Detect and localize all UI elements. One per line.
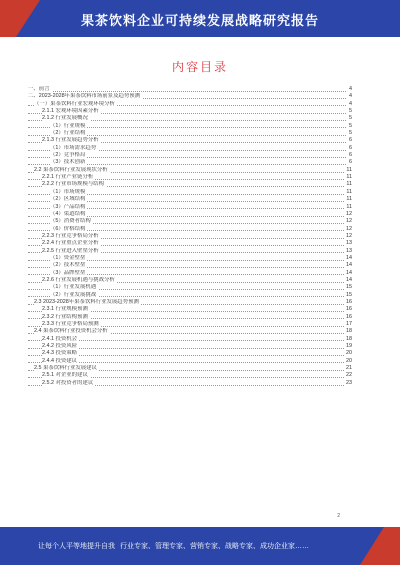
header-title: 果茶饮料企业可持续发展战略研究报告 <box>80 13 319 28</box>
toc-entry-title: （2）区域结构 <box>50 196 86 203</box>
toc-entry-title: （6）价格结构 <box>50 225 86 232</box>
toc-entry[interactable] <box>28 255 352 262</box>
toc-entry-title: （3）产品结构 <box>50 203 86 210</box>
toc-entry[interactable] <box>28 211 352 218</box>
toc-entry-page: 4 <box>349 100 352 107</box>
toc-entry-title: 2.3 2023-2028年果茶饮料行业发展趋势预测 <box>34 298 139 305</box>
toc-entry[interactable] <box>28 181 352 188</box>
toc-entry[interactable] <box>28 196 352 203</box>
toc-entry[interactable] <box>28 159 352 166</box>
toc-entry-title: （1）行业规模 <box>50 122 86 129</box>
toc-entry-page: 13 <box>346 247 352 254</box>
toc-entry-title: （1）市场需求趋势 <box>50 144 97 151</box>
toc-entry-title: （2）竞争格局 <box>50 152 86 159</box>
toc-entry-page: 22 <box>346 372 352 379</box>
toc-entry-page: 12 <box>346 210 352 217</box>
toc-entry-page: 11 <box>346 174 352 181</box>
toc-entry[interactable] <box>28 189 352 196</box>
footer-bar <box>0 527 400 565</box>
toc-entry-page: 11 <box>346 196 352 203</box>
header-bar <box>0 0 400 37</box>
page-number: 2 <box>337 513 340 519</box>
toc-entry[interactable] <box>28 299 352 306</box>
footer-tagline: 行业专家、管理专家、营销专家、战略专家、成功企业家…… <box>120 543 309 550</box>
toc-entry-title: （1）资金壁垒 <box>50 254 86 261</box>
toc-entry-page: 11 <box>346 188 352 195</box>
toc-entry-title: 2.5.2 对投资者的建议 <box>42 379 94 386</box>
toc-entry-title: 2.4.2 投资风险 <box>42 343 78 350</box>
toc-entry[interactable] <box>28 86 352 93</box>
toc-entry-page: 18 <box>346 335 352 342</box>
toc-entry[interactable] <box>28 306 352 313</box>
toc-entry-title: 二、2023-2028年果茶饮料市场前景及趋势预测 <box>28 93 141 100</box>
toc-entry[interactable] <box>28 93 352 100</box>
toc-entry[interactable] <box>28 284 352 291</box>
toc-entry-page: 4 <box>349 93 352 100</box>
toc-entry[interactable] <box>28 218 352 225</box>
toc-entry[interactable] <box>28 365 352 372</box>
toc-entry-title: 2.5.1 对企业的建议 <box>42 372 88 379</box>
toc-entry-page: 16 <box>346 298 352 305</box>
toc-entry-page: 14 <box>346 276 352 283</box>
toc-entry[interactable] <box>28 350 352 357</box>
toc-entry-title: （3）品牌壁垒 <box>50 269 86 276</box>
toc-entry[interactable] <box>28 130 352 137</box>
toc-entry-page: 15 <box>346 291 352 298</box>
toc-entry[interactable] <box>28 137 352 144</box>
toc-entry-title: （3）技术创新 <box>50 159 86 166</box>
page-title: 内容目录 <box>171 60 228 74</box>
toc-entry-page: 20 <box>346 350 352 357</box>
table-of-contents <box>28 86 352 387</box>
toc-entry-title: 2.2 果茶饮料行业发展现状分析 <box>34 166 108 173</box>
toc-entry-page: 14 <box>346 269 352 276</box>
toc-entry-page: 6 <box>349 159 352 166</box>
toc-entry-page: 14 <box>346 254 352 261</box>
toc-entry-title: 2.1.1 宏观环境因素分析 <box>42 108 99 115</box>
toc-entry-title: （5）消费者结构 <box>50 218 91 225</box>
toc-entry-page: 15 <box>346 284 352 291</box>
toc-entry[interactable] <box>28 262 352 269</box>
toc-entry-page: 18 <box>346 328 352 335</box>
toc-entry-page: 6 <box>349 137 352 144</box>
toc-entry-title: 2.2.3 行业竞争格局分析 <box>42 232 99 239</box>
toc-entry-page: 14 <box>346 262 352 269</box>
toc-entry[interactable] <box>28 233 352 240</box>
toc-entry-page: 11 <box>346 181 352 188</box>
toc-entry-title: 2.4.4 投资建议 <box>42 357 78 364</box>
toc-entry-title: 2.5 果茶饮料行业发展建议 <box>34 365 97 372</box>
toc-entry-title: （1）市场规模 <box>50 188 86 195</box>
toc-entry-page: 4 <box>349 86 352 92</box>
toc-entry[interactable] <box>28 314 352 321</box>
toc-entry[interactable] <box>28 145 352 152</box>
toc-entry-page: 21 <box>346 365 352 372</box>
toc-entry-page: 19 <box>346 343 352 350</box>
toc-entry[interactable] <box>28 292 352 299</box>
toc-entry-page: 11 <box>346 166 352 173</box>
toc-entry-title: 2.3.2 行业结构预测 <box>42 313 88 320</box>
toc-entry[interactable] <box>28 240 352 247</box>
toc-entry-title: 2.1.3 行业发展趋势分析 <box>42 137 99 144</box>
toc-entry[interactable] <box>28 226 352 233</box>
toc-entry[interactable] <box>28 115 352 122</box>
toc-entry-page: 12 <box>346 218 352 225</box>
toc-entry-title: （4）渠道结构 <box>50 210 86 217</box>
toc-entry-page: 16 <box>346 313 352 320</box>
toc-entry[interactable] <box>28 167 352 174</box>
toc-entry[interactable] <box>28 380 352 387</box>
toc-entry[interactable] <box>28 204 352 211</box>
toc-entry-page: 17 <box>346 321 352 327</box>
toc-entry-page: 13 <box>346 240 352 247</box>
toc-entry[interactable] <box>28 270 352 277</box>
toc-entry-title: 一、前言 <box>28 86 50 92</box>
toc-entry-title: （1）行业发展机遇 <box>50 284 97 291</box>
toc-entry-page: 20 <box>346 357 352 364</box>
toc-entry-page: 23 <box>346 379 352 386</box>
toc-entry[interactable] <box>28 108 352 115</box>
toc-entry[interactable] <box>28 101 352 108</box>
toc-entry[interactable] <box>28 123 352 130</box>
toc-entry[interactable] <box>28 358 352 365</box>
toc-entry[interactable] <box>28 343 352 350</box>
toc-entry[interactable] <box>28 174 352 181</box>
toc-entry-title: （一）果茶饮料行业宏观环境分析 <box>34 100 115 107</box>
toc-entry[interactable] <box>28 248 352 255</box>
toc-entry[interactable] <box>28 328 352 335</box>
toc-entry-page: 16 <box>346 306 352 313</box>
toc-entry-title: 2.3.1 行业规模预测 <box>42 306 88 313</box>
toc-entry-title: （2）行业结构 <box>50 130 86 137</box>
toc-entry-title: （2）行业发展挑战 <box>50 291 97 298</box>
toc-entry-page: 5 <box>349 130 352 137</box>
toc-entry-title: 2.4.3 投资策略 <box>42 350 78 357</box>
toc-leader-dots <box>28 91 352 92</box>
toc-entry-page: 5 <box>349 122 352 129</box>
toc-entry[interactable] <box>28 372 352 379</box>
toc-entry-title: 2.2.4 行业重点企业分析 <box>42 240 99 247</box>
toc-entry[interactable] <box>28 152 352 159</box>
toc-entry-title: 2.2.2 行业市场规模与结构 <box>42 181 105 188</box>
toc-entry-title: 2.1.2 行业发展概况 <box>42 115 88 122</box>
toc-entry-title: 2.2.6 行业发展机遇与挑战分析 <box>42 276 115 283</box>
toc-entry-title: 2.3.3 行业竞争格局预测 <box>42 321 99 327</box>
toc-entry-title: 2.4.1 投资机会 <box>42 335 78 342</box>
toc-entry-title: 2.2.5 行业进入壁垒分析 <box>42 247 99 254</box>
footer-accent <box>360 527 400 565</box>
toc-entry-title: （2）技术壁垒 <box>50 262 86 269</box>
toc-entry-title: 2.4 果茶饮料行业投资机会分析 <box>34 328 108 335</box>
toc-entry[interactable] <box>28 277 352 284</box>
toc-entry-page: 6 <box>349 144 352 151</box>
toc-entry-page: 12 <box>346 225 352 232</box>
toc-entry-page: 11 <box>346 203 352 210</box>
footer-slogan: 让每个人平等地提升自我 <box>38 543 115 550</box>
toc-entry[interactable] <box>28 336 352 343</box>
toc-entry-page: 6 <box>349 152 352 159</box>
toc-entry-page: 5 <box>349 115 352 122</box>
toc-entry-title: 2.2.1 行业产业链分析 <box>42 174 94 181</box>
toc-entry-page: 5 <box>349 108 352 115</box>
toc-entry-page: 12 <box>346 232 352 239</box>
toc-entry[interactable] <box>28 321 352 328</box>
